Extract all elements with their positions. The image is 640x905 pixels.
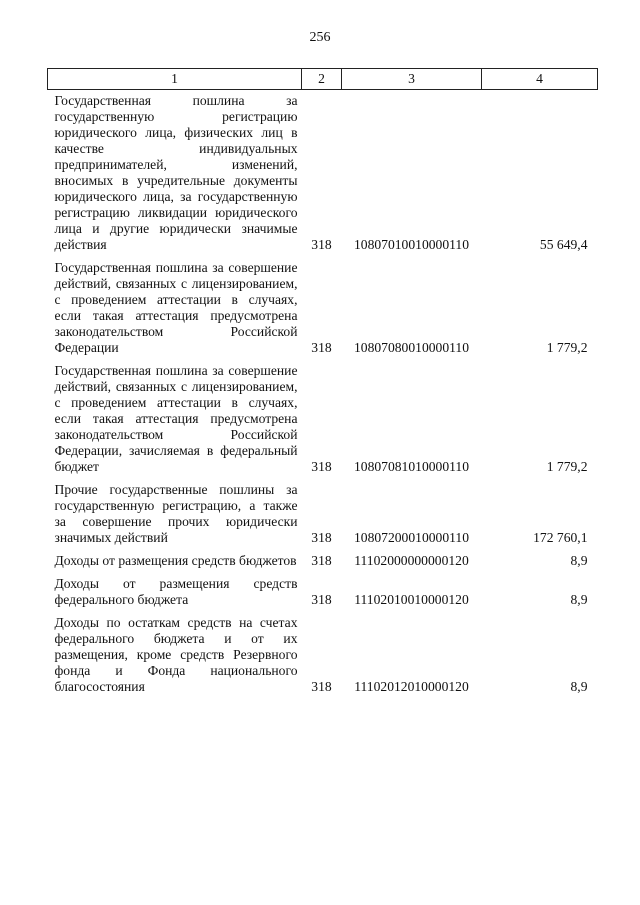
table-row [48,477,598,548]
table-row [48,358,598,477]
header-col-3: 3 [342,69,482,90]
header-col-1: 1 [48,69,302,90]
row-admin-code: 318 [311,553,332,568]
row-revenue-code: 11102010010000120 [354,592,469,607]
row-amount: 1 779,2 [546,459,588,474]
row-revenue-code: 10807081010000110 [353,459,470,474]
table-row [48,548,598,571]
header-col-4: 4 [482,69,598,90]
row-name: Доходы от размещения средств бюджетов [54,553,297,568]
row-admin-code: 318 [311,459,332,474]
row-name: Доходы от размещения средств федерального бюджета [54,576,298,607]
row-amount: 8,9 [570,553,588,568]
row-amount: 1 779,2 [546,340,588,355]
row-amount: 55 649,4 [539,237,588,252]
row-revenue-code: 10807010010000110 [353,237,470,252]
header-row [48,69,598,90]
row-amount: 8,9 [570,592,588,607]
table-row [48,610,598,697]
row-revenue-code: 11102012010000120 [354,679,469,694]
row-name: Государственная пошлина за совершение действий, связанных с лицензированием, с проведением аттестации в случаях, если такая аттестация предусмотрена законодательством Российской Федерации, зачисляемая в федеральный бюджет [54,363,298,474]
row-amount: 172 760,1 [533,530,588,545]
row-admin-code: 318 [311,237,332,252]
row-name: Государственная пошлина за государственную регистрацию юридического лица, физических лиц в качестве индивидуальных предпринимателей, изменений, вносимых в учредительные документы юридического лица, за государственную регистрацию ликвидации юридического лица и другие юридически значимые действия [54,93,298,252]
row-name: Государственная пошлина за совершение действий, связанных с лицензированием, с проведением аттестации в случаях, если такая аттестация предусмотрена законодательством Российской Федерации [54,260,298,355]
page-number: 256 [309,30,331,45]
row-revenue-code: 10807200010000110 [353,530,470,545]
table-body [48,90,598,698]
header-col-2: 2 [302,69,342,90]
table-header [48,69,598,90]
row-revenue-code: 11102000000000120 [354,553,469,568]
row-admin-code: 318 [311,530,332,545]
table-row [48,90,598,256]
row-admin-code: 318 [311,679,332,694]
row-revenue-code: 10807080010000110 [353,340,470,355]
table-row [48,255,598,358]
row-amount: 8,9 [570,679,588,694]
row-admin-code: 318 [311,340,332,355]
row-name: Доходы по остаткам средств на счетах федерального бюджета и от их размещения, кроме средств Резервного фонда и Фонда национального благосостояния [54,615,298,694]
row-name: Прочие государственные пошлины за государственную регистрацию, а также за совершение прочих юридически значимых действий [54,482,298,545]
table-row [48,571,598,610]
budget-revenue-table [47,68,598,697]
row-admin-code: 318 [311,592,332,607]
